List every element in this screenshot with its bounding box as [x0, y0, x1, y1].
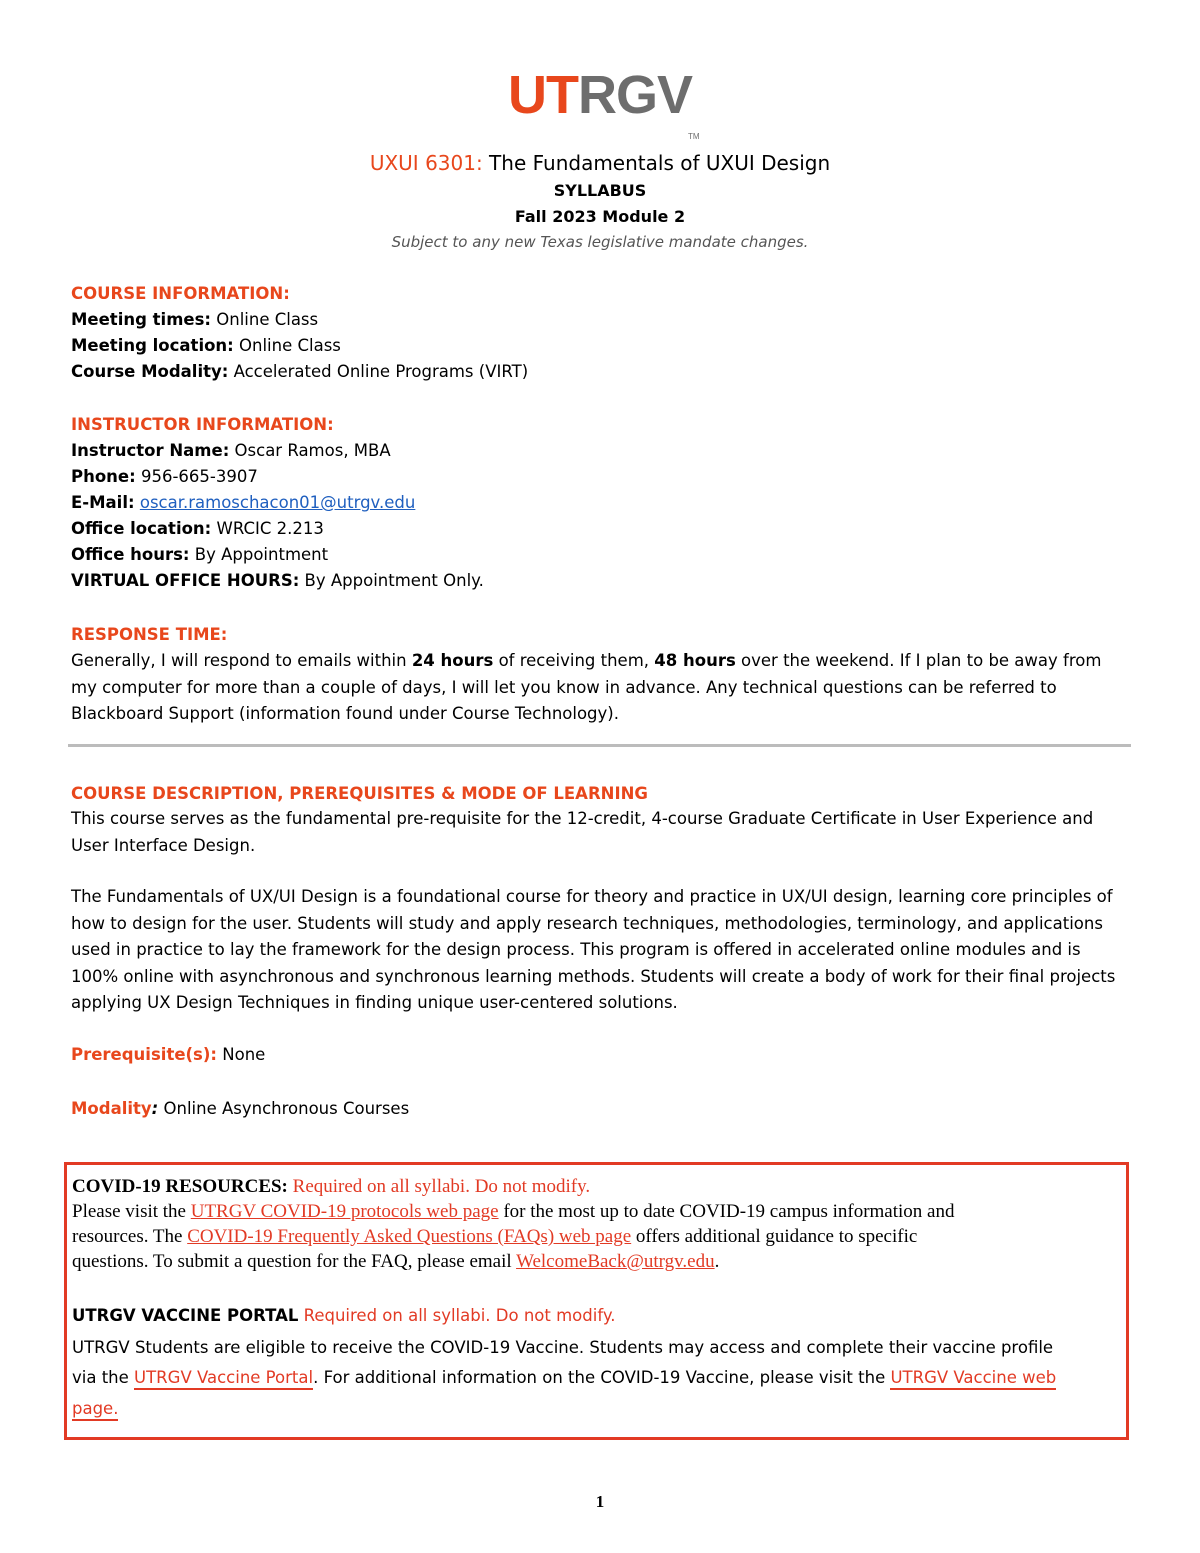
meeting-times-value: Online Class [211, 310, 319, 329]
page-title [0, 150, 1200, 176]
modality-colon: : [151, 1099, 159, 1118]
vaccine-line-1: UTRGV Students are eligible to receive the COVID-19 Vaccine. Students may access and complete their vaccine profile [72, 1338, 1054, 1357]
page-number: 1 [595, 1492, 605, 1511]
section-divider [68, 744, 1131, 747]
instructor-name [71, 438, 391, 464]
email-link[interactable]: oscar.ramoschacon01@utrgv.edu [139, 493, 416, 512]
virtual-office-hours [71, 568, 484, 594]
office-location-label: Office location: [71, 519, 212, 538]
vaccine-line-2 [72, 1363, 1056, 1393]
legislative-notice: Subject to any new Texas legislative mandate changes. [391, 233, 809, 251]
logo-trademark: TM [688, 132, 700, 141]
vaccine-text-2: via the [72, 1368, 135, 1387]
office-location-value: WRCIC 2.213 [211, 519, 324, 538]
response-paragraph [71, 648, 1131, 728]
instructor-name-label: Instructor Name: [71, 441, 230, 460]
covid-required-note: Required on all syllabi. Do not modify. [287, 1176, 591, 1197]
meeting-location-value: Online Class [233, 336, 341, 355]
prereq-label: Prerequisite(s): [71, 1045, 218, 1064]
description-heading: COURSE DESCRIPTION, PREREQUISITES & MODE OF LEARNING [71, 784, 648, 803]
modality-value: Online Asynchronous Courses [158, 1099, 410, 1118]
covid-text-2: for the most up to date COVID-19 campus information and [498, 1201, 955, 1222]
covid-text-4: offers additional guidance to specific [631, 1226, 918, 1247]
instructor-heading: INSTRUCTOR INFORMATION: [71, 415, 334, 434]
email-label: E-Mail: [71, 493, 135, 512]
covid-text-6: . [714, 1251, 720, 1272]
meeting-location-label: Meeting location: [71, 336, 234, 355]
prereq-value: None [217, 1045, 266, 1064]
modality-label: Modality [71, 1099, 152, 1118]
virtual-hours-value: By Appointment Only. [299, 571, 484, 590]
covid-line-2 [72, 1224, 917, 1249]
response-48-hours: 48 hours [654, 651, 736, 670]
response-text-1: Generally, I will respond to emails within [71, 651, 412, 670]
doc-type: SYLLABUS [553, 181, 647, 200]
response-text-3: over the weekend. If I plan to be away from my computer for more than a couple of days, I will let you know in advance. Any technical questions can be referred to Blackboard Support (information found under Course Technology). [71, 651, 1102, 723]
logo-rgv: RGV [577, 65, 693, 125]
course-title: The Fundamentals of UXUI Design [482, 151, 831, 175]
meeting-location [71, 333, 341, 359]
instructor-email [71, 490, 415, 516]
term: Fall 2023 Module 2 [514, 207, 686, 226]
course-code: UXUI 6301: [369, 151, 483, 175]
covid-heading-line [72, 1174, 590, 1199]
utrgv-logo [508, 65, 700, 141]
modality [71, 1096, 409, 1122]
covid-text-3: resources. The [72, 1226, 188, 1247]
office-location [71, 516, 324, 542]
office-hours-label: Office hours: [71, 545, 190, 564]
prerequisites [71, 1042, 265, 1068]
vaccine-required-note: Required on all syllabi. Do not modify. [298, 1306, 616, 1325]
response-heading: RESPONSE TIME: [71, 625, 228, 644]
office-hours-value: By Appointment [189, 545, 329, 564]
vaccine-heading: UTRGV VACCINE PORTAL [72, 1306, 299, 1325]
logo-ut: UT [508, 65, 578, 125]
covid-protocols-link[interactable]: UTRGV COVID-19 protocols web page [190, 1201, 499, 1222]
vaccine-line-3 [72, 1394, 118, 1424]
covid-faq-link[interactable]: COVID-19 Frequently Asked Questions (FAQs) web page [187, 1226, 632, 1247]
covid-text-5: questions. To submit a question for the FAQ, please email [72, 1251, 517, 1272]
response-24-hours: 24 hours [411, 651, 494, 670]
course-modality-value: Accelerated Online Programs (VIRT) [228, 362, 529, 381]
vaccine-web-page-link-cont[interactable]: page. [72, 1399, 118, 1421]
description-paragraph-1: This course serves as the fundamental pre-requisite for the 12-credit, 4-course Graduate Certificate in User Experience and User Interface Design. [71, 809, 1094, 855]
description-paragraph-2: The Fundamentals of UX/UI Design is a foundational course for theory and practice in UX/UI design, learning core principles of how to design for the user. Students will study and apply research techniques, methodologies, terminology, and applications used in practice to lay the framework for the design process. This program is offered in accelerated online modules and is 100% online with asynchronous and synchronous learning methods. Students will create a body of work for their final projects applying UX Design Techniques in finding unique user-centered solutions. [71, 887, 1116, 1012]
phone-value: 956-665-3907 [135, 467, 258, 486]
office-hours [71, 542, 328, 568]
welcomeback-email-link[interactable]: WelcomeBack@utrgv.edu [516, 1251, 715, 1272]
vaccine-portal-link[interactable]: UTRGV Vaccine Portal [134, 1368, 313, 1390]
phone-label: Phone: [71, 467, 136, 486]
vaccine-text-3: . For additional information on the COVID-19 Vaccine, please visit the [313, 1368, 891, 1387]
virtual-hours-label: VIRTUAL OFFICE HOURS: [71, 571, 300, 590]
covid-heading: COVID-19 RESOURCES: [72, 1176, 288, 1197]
vaccine-heading-line [72, 1301, 616, 1331]
covid-line-1 [72, 1199, 954, 1224]
course-modality-label: Course Modality: [71, 362, 229, 381]
covid-line-3 [72, 1249, 719, 1274]
instructor-phone [71, 464, 258, 490]
meeting-times [71, 307, 318, 333]
course-info-heading: COURSE INFORMATION: [71, 284, 290, 303]
instructor-name-value: Oscar Ramos, MBA [229, 441, 391, 460]
covid-text-1: Please visit the [72, 1201, 191, 1222]
vaccine-web-page-link[interactable]: UTRGV Vaccine web [890, 1368, 1056, 1390]
response-text-2: of receiving them, [493, 651, 655, 670]
meeting-times-label: Meeting times: [71, 310, 211, 329]
course-modality [71, 359, 528, 385]
